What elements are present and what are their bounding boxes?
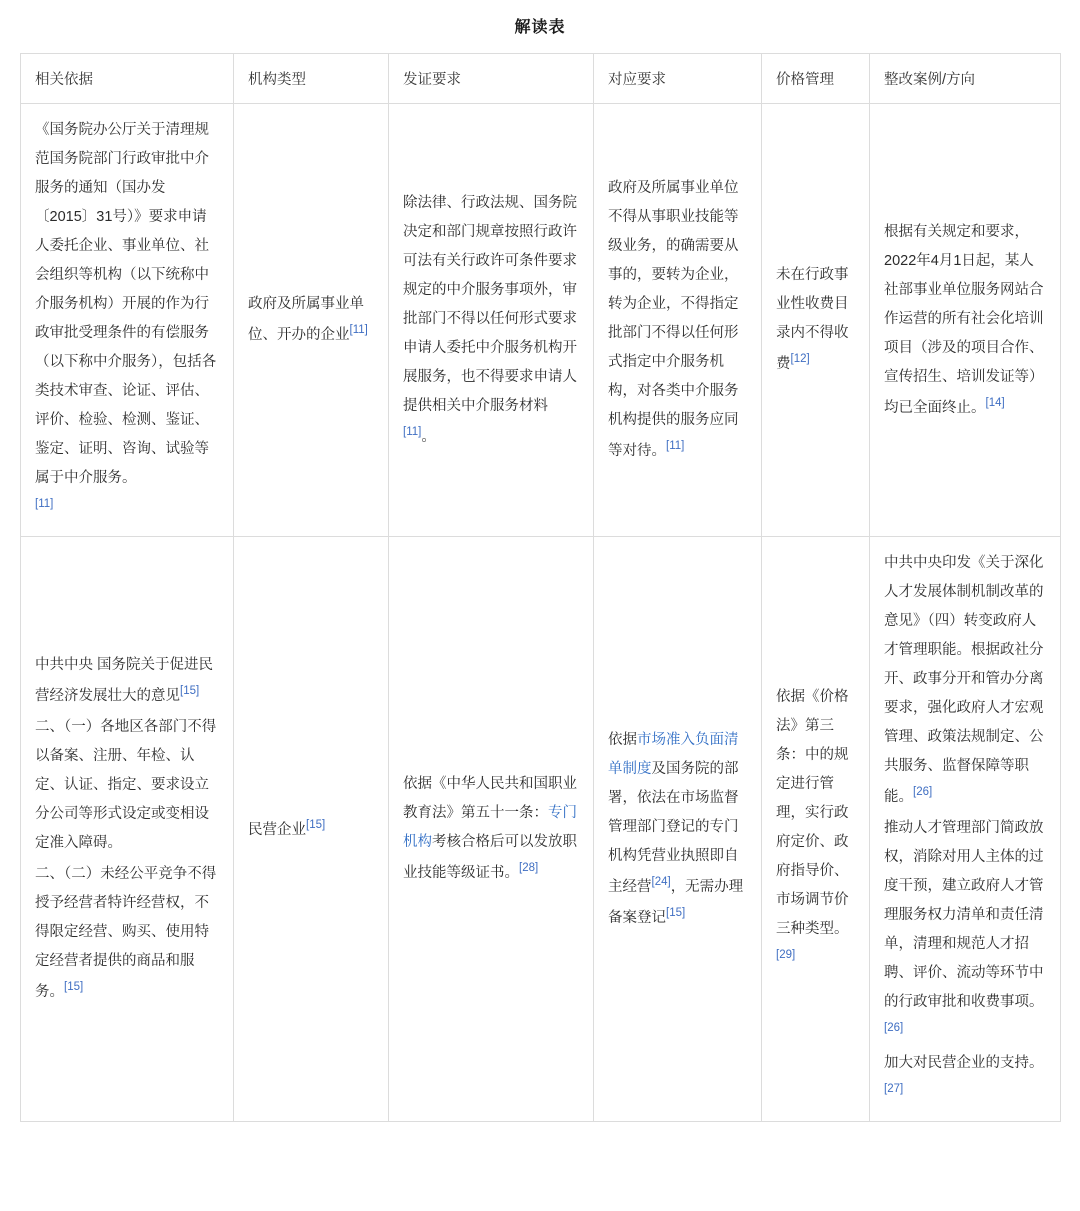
table-header-row [21,54,1061,104]
rectification-paragraph-3 [884,1049,1046,1109]
rectification-paragraph-1 [884,549,1046,812]
reference-link[interactable]: [14] [985,396,1005,409]
basis-paragraph-1-text: 中共中央 国务院关于促进民营经济发展壮大的意见 [35,657,214,705]
basis-text: 《国务院办公厅关于清理规范国务院部门行政审批中介服务的通知（国办发〔2015〕31号）》要求申请人委托企业、事业单位、社会组织等机构（以下统称中介服务机构）开展的作为行政审批受理条件的有偿服务（以下称中介服务），包括各类技术审查、论证、评估、评价、检验、检测、鉴证、鉴定、证明、咨询、试验等属于中介服务。 [35,122,217,486]
column-header-org-type: 机构类型 [234,54,389,104]
cert-requirement-text: 除法律、行政法规、国务院决定和部门规章按照行政许可法有关行政许可条件要求规定的中介服务事项外，审批部门不得以任何形式要求申请人委托中介服务机构开展服务，也不得要求申请人提供相关中介服务材料 [403,194,577,414]
reference-link[interactable]: [26] [913,785,933,798]
cell-cert-requirement-row1 [389,104,594,537]
column-header-price-management: 价格管理 [762,54,870,104]
column-header-basis: 相关依据 [21,54,234,104]
cert-requirement-suffix: 考核合格后可以发放职业技能等级证书。 [403,834,577,881]
basis-paragraph-3 [35,860,219,1007]
reference-link[interactable]: [26] [884,1021,904,1034]
corresponding-requirement-prefix: 依据 [608,731,637,748]
page-title: 解读表 [514,19,566,36]
table-row [21,104,1061,537]
corresponding-requirement-mid: 及国务院的部署，依法在市场监督管理部门登记的专门机构凭营业执照即自主经营 [608,760,739,895]
table-row [21,536,1061,1121]
reference-link[interactable]: [15] [64,981,84,994]
basis-paragraph-1 [35,651,219,711]
rectification-paragraph-2 [884,814,1046,1048]
rectification-paragraph-2-text: 推动人才管理部门简政放权，消除对用人主体的过度干预，建立政府人才管理服务权力清单和责任清单，清理和规范人才招聘、评价、流动等环节中的行政审批和收费事项。 [884,819,1044,1010]
cell-price-management-row1 [762,104,870,537]
reference-link[interactable]: [11] [403,425,422,438]
rectification-text: 根据有关规定和要求，2022年4月1日起，某人社部事业单位服务网站合作运营的所有社会化培训项目（涉及的项目合作、宣传招生、培训发证等）均已全面终止。 [884,223,1044,416]
reference-link[interactable]: [15] [306,818,326,831]
cell-org-type-row1 [234,104,389,537]
cert-requirement-prefix: 依据《中华人民共和国职业教育法》第五十一条： [403,776,577,822]
rectification-paragraph-1-text: 中共中央印发《关于深化人才发展体制机制改革的意见》（四）转变政府人才管理职能。根据政社分开、政事分开和管办分离要求，强化政府人才宏观管理、政策法规制定、公共服务、监督保障等职能。 [884,554,1044,805]
rectification-paragraph-3-text: 加大对民营企业的支持。 [884,1055,1044,1072]
cell-price-management-row2 [762,536,870,1121]
reference-link[interactable]: [28] [519,862,539,875]
reference-link[interactable]: [15] [666,906,686,919]
basis-paragraph-2-text: 二、（一）各地区各部门不得以备案、注册、年检、认定、认证、指定、要求设立分公司等形式设定或变相设定准入障碍。 [35,719,217,852]
interpretation-table [20,53,1061,1122]
price-management-text: 未在行政事业性收费目录内不得收费 [776,267,849,372]
price-management-text: 依据《价格法》第三条：中的规定进行管理，实行政府定价、政府指导价、市场调节价三种类型。 [776,689,849,938]
cert-requirement-tail: 。 [421,428,436,445]
column-header-corresponding-requirement: 对应要求 [594,54,762,104]
cell-corresponding-requirement-row2 [594,536,762,1121]
org-type-text: 民营企业 [248,821,306,838]
reference-link[interactable]: [15] [180,685,200,698]
corresponding-requirement-mid2: ，无需办理备案登记 [608,878,744,926]
basis-paragraph-2 [35,713,219,858]
column-header-cert-requirement: 发证要求 [389,54,594,104]
cell-basis-row2 [21,536,234,1121]
cell-basis-row1 [21,104,234,537]
reference-link[interactable]: [27] [884,1083,904,1096]
cell-rectification-row2 [870,536,1061,1121]
corresponding-requirement-text: 政府及所属事业单位不得从事职业技能等级业务，的确需要从事的，要转为企业，转为企业，不得指定批部门不得以任何形式指定中介服务机构，对各类中介服务机构提供的服务应同等对待。 [608,180,739,459]
cell-cert-requirement-row2 [389,536,594,1121]
cell-org-type-row2 [234,536,389,1121]
reference-link[interactable]: [24] [651,875,671,888]
market-access-negative-list-link[interactable]: 市场准入负面清单制度 [608,731,739,777]
basis-paragraph-3-text: 二、（二）未经公平竞争不得授予经营者特许经营权，不得限定经营、购买、使用特定经营者提供的商品和服务。 [35,866,217,1000]
reference-link[interactable]: [11] [35,498,54,510]
cell-corresponding-requirement-row1 [594,104,762,537]
reference-link[interactable]: [11] [349,324,368,336]
column-header-rectification-cases: 整改案例/方向 [870,54,1061,104]
cert-requirement-link[interactable]: 专门机构 [403,805,577,851]
reference-link[interactable]: [11] [666,440,685,452]
reference-link[interactable]: [12] [790,353,810,365]
cell-rectification-row1 [870,104,1061,537]
reference-link[interactable]: [29] [776,949,796,962]
org-type-text: 政府及所属事业单位、开办的企业 [248,296,364,343]
